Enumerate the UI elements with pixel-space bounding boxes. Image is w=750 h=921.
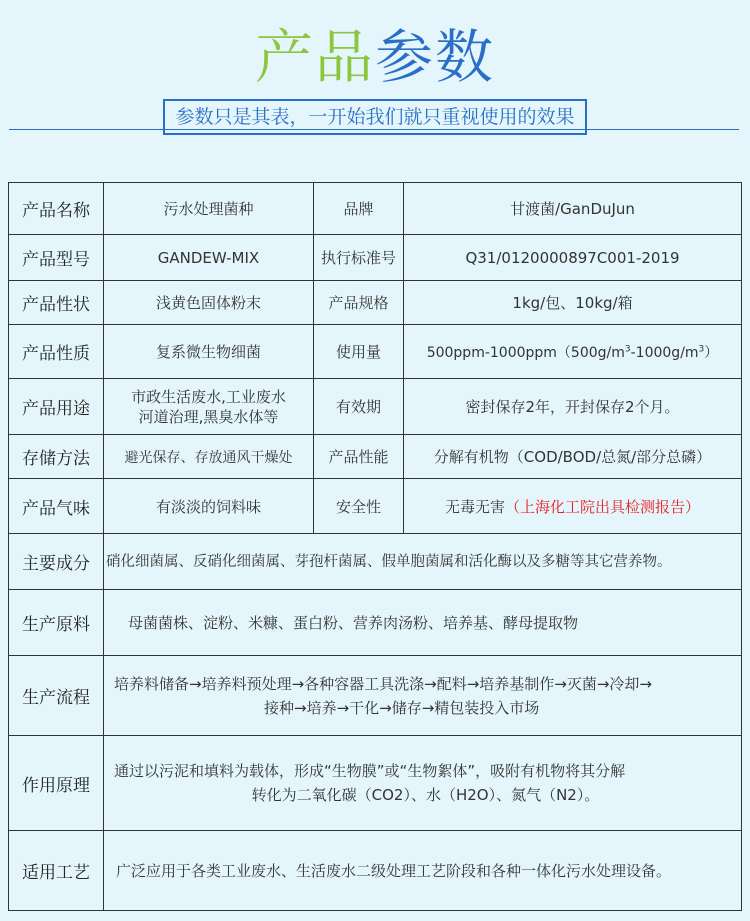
row-value-2: [404, 325, 742, 379]
row-label: 生产原料: [9, 590, 104, 656]
row-value-2: 密封保存2年，开封保存2个月。: [404, 379, 742, 435]
row-value-2: 分解有机物（COD/BOD/总氮/部分总磷）: [404, 435, 742, 479]
row-label: 主要成分: [9, 534, 104, 590]
table-row: [9, 435, 742, 479]
table-row: [9, 325, 742, 379]
row-label-2: 使用量: [314, 325, 404, 379]
usage-line-1: 市政生活废水,工业废水: [131, 387, 286, 406]
principle-line-1: 通过以污泥和填料为载体，形成“生物膜”或“生物絮体”，吸附有机物将其分解: [114, 762, 626, 780]
table-row: [9, 831, 742, 911]
subtitle-divider: [9, 129, 739, 130]
dosage-part-c: ）: [704, 344, 719, 361]
row-label: 产品气味: [9, 479, 104, 534]
row-label-2: 产品规格: [314, 281, 404, 325]
row-value: 有淡淡的饲料味: [104, 479, 314, 534]
row-value: 硝化细菌属、反硝化细菌属、芽孢杆菌属、假单胞菌属和活化酶以及多糖等其它营养物。: [104, 534, 742, 590]
subtitle-box: 参数只是其表，一开始我们就只重视使用的效果: [163, 99, 586, 135]
table-row: [9, 183, 742, 235]
table-row: [9, 235, 742, 281]
row-value: [104, 656, 742, 736]
row-label: 存储方法: [9, 435, 104, 479]
row-value: 浅黄色固体粉末: [104, 281, 314, 325]
superscript-a: 3: [624, 343, 631, 354]
row-value: 避光保存、存放通风干燥处: [104, 435, 314, 479]
row-value: 广泛应用于各类工业废水、生活废水二级处理工艺阶段和各种一体化污水处理设备。: [104, 831, 742, 911]
title-part-params: 参数: [375, 23, 496, 91]
row-label: 作用原理: [9, 736, 104, 831]
row-label: 产品性质: [9, 325, 104, 379]
row-value-2: [404, 479, 742, 534]
dosage-part-a: 500ppm-1000ppm（500g/m: [426, 344, 625, 361]
row-value-2: 1kg/包、10kg/箱: [404, 281, 742, 325]
row-label-2: 品牌: [314, 183, 404, 235]
safety-report-note: （上海化工院出具检测报告）: [505, 497, 701, 516]
table-row: [9, 656, 742, 736]
superscript-b: 3: [698, 343, 705, 354]
dosage-part-b: -1000g/m: [630, 344, 699, 361]
row-label-2: 执行标准号: [314, 235, 404, 281]
row-label-2: 产品性能: [314, 435, 404, 479]
row-label-2: 有效期: [314, 379, 404, 435]
row-label: 产品型号: [9, 235, 104, 281]
title-part-product: 产品: [254, 23, 375, 91]
process-line-2: 接种→培养→干化→储存→精包装投入市场: [264, 698, 540, 717]
row-value: GANDEW-MIX: [104, 235, 314, 281]
row-label: 适用工艺: [9, 831, 104, 911]
table-row: [9, 379, 742, 435]
row-value-2: Q31/0120000897C001-2019: [404, 235, 742, 281]
row-label: 产品用途: [9, 379, 104, 435]
row-label: 生产流程: [9, 656, 104, 736]
table-row: [9, 534, 742, 590]
row-label: 产品性状: [9, 281, 104, 325]
table-row: [9, 736, 742, 831]
row-label: 产品名称: [9, 183, 104, 235]
table-row: [9, 281, 742, 325]
parameter-table: [8, 182, 742, 911]
row-value: [104, 736, 742, 831]
row-value: 污水处理菌种: [104, 183, 314, 235]
process-line-1: 培养料储备→培养料预处理→各种容器工具洗涤→配料→培养基制作→灭菌→冷却→: [114, 674, 652, 693]
usage-line-2: 河道治理,黑臭水体等: [138, 407, 279, 426]
row-label-2: 安全性: [314, 479, 404, 534]
row-value: 复系微生物细菌: [104, 325, 314, 379]
row-value: [104, 379, 314, 435]
principle-line-2: 转化为二氧化碳（CO2）、水（H2O）、氮气（N2）。: [251, 786, 600, 804]
table-row: [9, 479, 742, 534]
page-title: [0, 22, 750, 92]
table-row: [9, 590, 742, 656]
safety-text: 无毒无害: [444, 497, 505, 516]
row-value-2: 甘渡菌/GanDuJun: [404, 183, 742, 235]
row-value: 母菌菌株、淀粉、米糠、蛋白粉、营养肉汤粉、培养基、酵母提取物: [104, 590, 742, 656]
